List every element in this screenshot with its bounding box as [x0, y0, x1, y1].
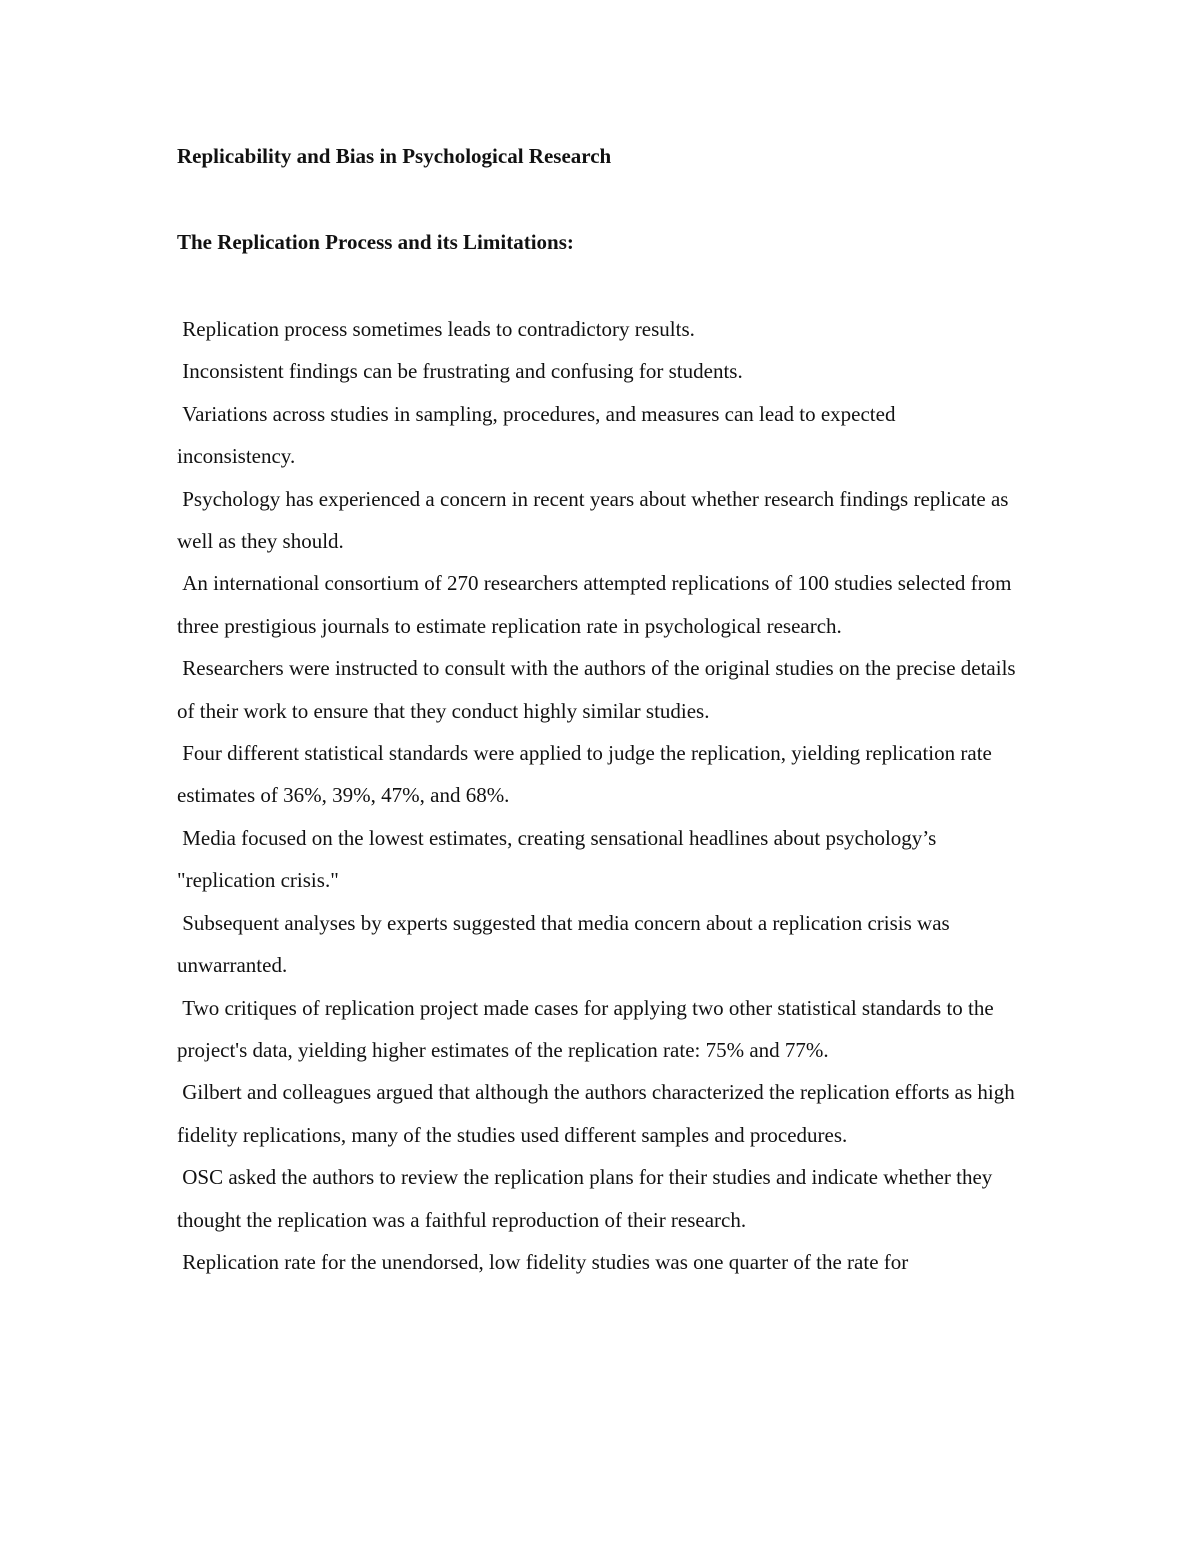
- paragraph: Two critiques of replication project made cases for applying two other statistical standards to the project's data, yielding higher estimates of the replication rate: 75% and 77%.: [177, 995, 994, 1062]
- paragraph: Psychology has experienced a concern in recent years about whether research findings replicate as well as they should.: [177, 486, 1009, 554]
- section-heading: The Replication Process and its Limitations:: [177, 230, 574, 254]
- paragraph: Researchers were instructed to consult with the authors of the original studies on the precise details of their work to ensure that they conduct highly similar studies.: [177, 656, 1016, 723]
- paragraph: Replication process sometimes leads to contradictory results.: [182, 317, 695, 341]
- paragraph: An international consortium of 270 researchers attempted replications of 100 studies selected from three prestigious journals to estimate replication rate in psychological research.: [177, 571, 1012, 638]
- document-title: Replicability and Bias in Psychological Research: [177, 144, 612, 168]
- paragraph: Subsequent analyses by experts suggested that media concern about a replication crisis was unwarranted.: [177, 910, 950, 978]
- paragraph: OSC asked the authors to review the replication plans for their studies and indicate whether they thought the replication was a faithful reproduction of their research.: [177, 1165, 993, 1232]
- paragraph: Variations across studies in sampling, procedures, and measures can lead to expected inconsistency.: [177, 401, 896, 469]
- paragraph: Gilbert and colleagues argued that although the authors characterized the replication efforts as high fidelity replications, many of the studies used different samples and procedures.: [177, 1080, 1015, 1147]
- document-body: [177, 308, 1017, 1283]
- paragraph: Inconsistent findings can be frustrating and confusing for students.: [182, 359, 743, 384]
- paragraph: Media focused on the lowest estimates, creating sensational headlines about psychology’s "replication crisis.": [177, 825, 937, 893]
- paragraph: Replication rate for the unendorsed, low fidelity studies was one quarter of the rate for: [182, 1249, 909, 1274]
- paragraph: Four different statistical standards were applied to judge the replication, yielding replication rate estimates of 36%, 39%, 47%, and 68%.: [177, 741, 992, 808]
